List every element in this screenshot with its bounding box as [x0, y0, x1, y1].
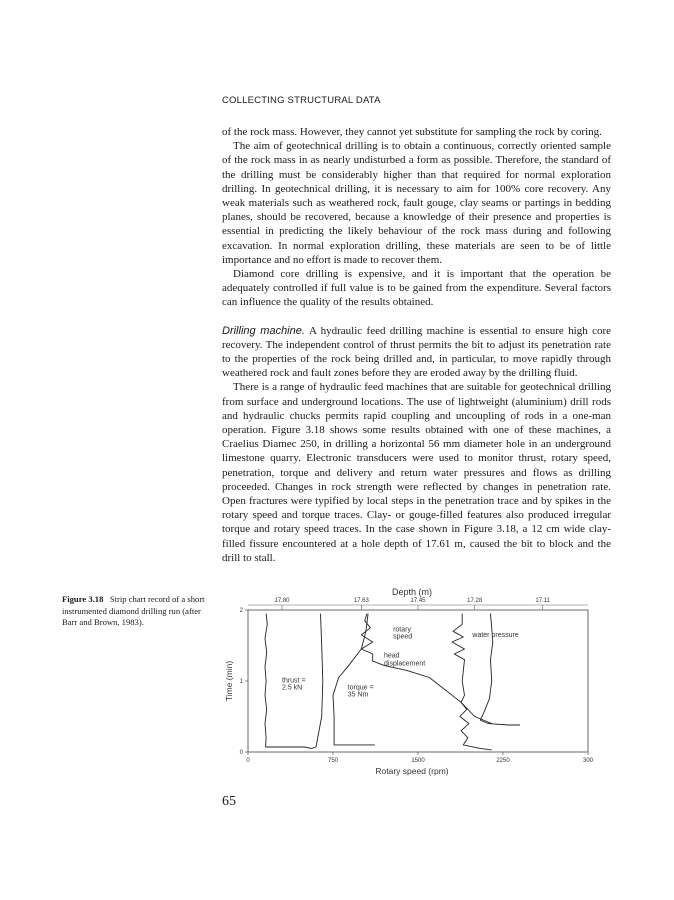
annotation-label: 35 Nm	[347, 691, 369, 699]
depth-tick-label: 17.63	[353, 598, 369, 604]
section-paragraph-1	[222, 324, 611, 381]
annotation-label: displacement	[384, 660, 426, 668]
annotation-label: head	[384, 652, 400, 660]
annotation-label: thrust =	[282, 677, 306, 685]
running-header: COLLECTING STRUCTURAL DATA	[222, 95, 381, 106]
depth-tick-label: 17.45	[410, 598, 426, 604]
x-tick-label: 2250	[496, 758, 510, 764]
x-tick-label: 300	[582, 758, 594, 764]
chart-title: Depth (m)	[391, 588, 433, 597]
section-paragraph-1-text: A hydraulic feed drilling machine is essential to ensure high core recovery. The independent control of thrust permits the bit to adjust its penetration rate to the properties of the rock being drilled and, in particular, to move rapidly through weathered rock and fault zones before they are eroded away by the drilling fluid.	[222, 324, 612, 380]
section-paragraph-2: There is a range of hydraulic feed machines that are suitable for geotechnical drilling from surface and underground locations. The use of lightweight (aluminium) drill rods and hydraulic chucks permits rapid coupling and uncoupling of rods in a one-man operation. Figure 3.18 shows some results obtained with one of these machines, a Craelius Diamec 250, in drilling a horizontal 56 mm diameter hole in an underground limestone quarry. Electronic transducers were used to monitor thrust, rotary speed, penetration, torque and delivery and return water pressures and flows as drilling proceeded. Changes in rock strength were reflected by changes in penetration rate. Open fractures were typified by local steps in the penetration trace and by spikes in the rotary speed and torque traces. Clay- or gouge-filled features also produced irregular torque and rotary speed traces. In the case shown in Figure 3.18, a 12 cm wide clay-filled fissure encountered at a hole depth of 17.61 m, caused the bit to block and the drill to stall.	[222, 381, 611, 564]
body-text	[222, 125, 611, 565]
figure-caption-text: Strip chart record of a short instrumented diamond drilling run (after Barr and Brown, 1983).	[62, 594, 205, 627]
figure-label: Figure 3.18	[62, 594, 104, 604]
y-tick-label: 1	[239, 679, 243, 685]
y-axis-label: Time (min)	[224, 660, 234, 702]
annotation-label: rotary	[393, 626, 411, 634]
y-tick-label: 2	[239, 608, 243, 614]
strip-chart-figure	[222, 588, 612, 783]
annotation-label: torque =	[347, 684, 374, 692]
body-paragraph-1: of the rock mass. However, they cannot yet substitute for sampling the rock by coring.	[222, 126, 602, 138]
depth-tick-label: 17.11	[535, 598, 550, 604]
y-axis-ticks	[240, 608, 248, 756]
x-axis-label: Rotary speed (rpm)	[375, 766, 449, 776]
depth-ticks	[274, 598, 550, 610]
chart-annotations	[282, 626, 519, 698]
depth-tick-label: 17.80	[274, 598, 290, 604]
series-line-rotary-speed	[361, 614, 491, 724]
body-paragraph-3: Diamond core drilling is expensive, and it is important that the operation be adequately controlled if full value is to be gained from the expenditure. Several factors can influence the quality of the results obtained.	[222, 268, 611, 309]
x-tick-label: 0	[246, 758, 250, 764]
strip-chart	[222, 588, 612, 778]
annotation-label: water pressure	[472, 631, 519, 639]
figure-caption	[62, 594, 212, 629]
x-tick-label: 750	[327, 758, 339, 764]
section-title: Drilling machine.	[222, 324, 305, 337]
x-tick-label: 1500	[411, 758, 425, 764]
depth-tick-label: 17.28	[467, 598, 483, 604]
series-line-torque	[333, 614, 375, 745]
page-number: 65	[222, 794, 236, 809]
annotation-label: 2.5 kN	[282, 684, 303, 692]
annotation-label: speed	[393, 633, 413, 641]
x-axis-ticks	[246, 752, 593, 764]
y-tick-label: 0	[239, 750, 243, 756]
series-line-head-displacement	[480, 614, 520, 725]
body-paragraph-2: The aim of geotechnical drilling is to obtain a continuous, correctly oriented sample of the rock mass in as nearly undisturbed a form as possible. Therefore, the standard of the drilling must be considerably higher than that required for normal exploration drilling. In geotechnical drilling, it is necessary to aim for 100% core recovery. Any weak materials such as weathered rock, fault gouge, clay seams or partings in bedding planes, should be recovered, because a knowledge of their presence and properties is essential in predicting the likely behaviour of the rock mass during and following excavation. In normal exploration drilling, these materials are seen to be of little importance and no effort is made to recover them.	[222, 140, 611, 266]
